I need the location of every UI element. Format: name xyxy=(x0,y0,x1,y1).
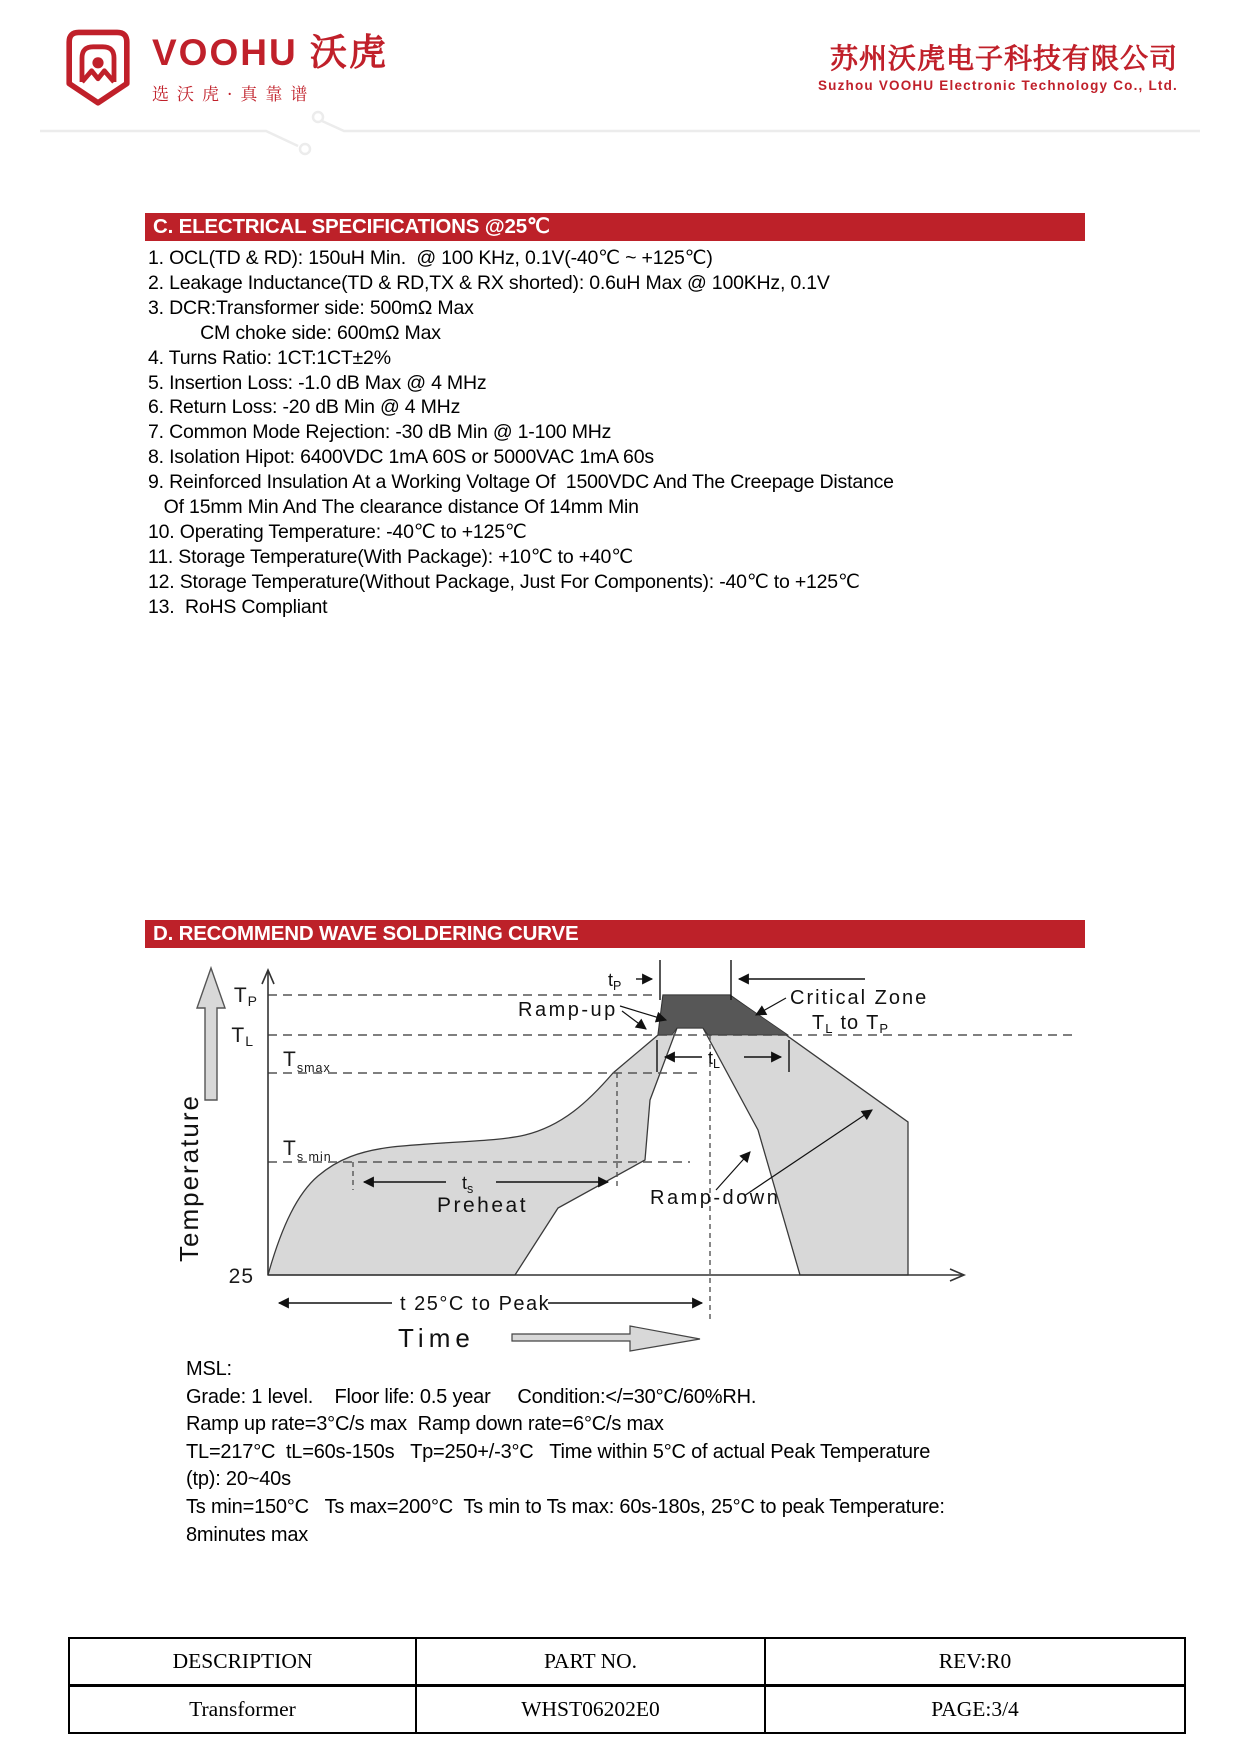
msl-notes xyxy=(186,1356,1146,1549)
profile-band xyxy=(268,995,908,1275)
msl-line: TL=217°C tL=60s-150s Tp=250+/-3°C Time within 5°C of actual Peak Temperature xyxy=(186,1440,931,1463)
company-logo xyxy=(58,26,388,110)
section-c-title: C. ELECTRICAL SPECIFICATIONS @25℃ xyxy=(145,213,1085,241)
spec-line: 6. Return Loss: -20 dB Min @ 4 MHz xyxy=(148,396,461,419)
tick-tl: TL xyxy=(231,1024,254,1049)
msl-line: (tp): 20~40s xyxy=(186,1468,291,1491)
wave-soldering-curve-figure xyxy=(140,952,1080,1354)
dim-tl-label: $t_L$ xyxy=(708,1048,720,1071)
logo-name: VOOHU 沃虎 xyxy=(152,32,388,73)
msl-line: Grade: 1 level. Floor life: 0.5 year Condition:</=30°C/60%RH. xyxy=(186,1385,757,1408)
spec-line: 5. Insertion Loss: -1.0 dB Max @ 4 MHz xyxy=(148,371,487,394)
spec-line: 1. OCL(TD & RD): 150uH Min. @ 100 KHz, 0.1V(-40℃ ~ +125℃) xyxy=(148,247,713,269)
tick-tp: TP xyxy=(233,984,258,1009)
critical-zone-arrow xyxy=(756,998,786,1015)
section-d-title: D. RECOMMEND WAVE SOLDERING CURVE xyxy=(145,920,1085,948)
spec-line: 4. Turns Ratio: 1CT:1CT±2% xyxy=(148,346,391,369)
tiger-logo-icon xyxy=(58,26,138,110)
footer-description-value: Transformer xyxy=(69,1686,416,1734)
electrical-spec-list xyxy=(148,246,1108,620)
logo-tagline: 选沃虎·真靠谱 xyxy=(152,85,316,105)
footer-header-row xyxy=(69,1638,1185,1686)
x-axis-label: Time xyxy=(398,1323,475,1353)
msl-line: 8minutes max xyxy=(186,1523,309,1546)
spec-line: 2. Leakage Inductance(TD & RD,TX & RX shorted): 0.6uH Max @ 100KHz, 0.1V xyxy=(148,271,830,294)
tick-tsmin: $T_{s min}$ xyxy=(283,1137,332,1164)
footer-value-row xyxy=(69,1686,1185,1734)
circuit-divider xyxy=(0,105,1240,165)
spec-line: 3. DCR:Transformer side: 500mΩ Max xyxy=(148,296,474,319)
footer-partno-value: WHST06202E0 xyxy=(416,1686,765,1734)
msl-line: Ts min=150°C Ts max=200°C Ts min to Ts max: 60s-180s, 25°C to peak Temperature: xyxy=(186,1495,945,1518)
spec-line: 7. Common Mode Rejection: -30 dB Min @ 1-100 MHz xyxy=(148,421,612,444)
temperature-arrow-icon xyxy=(197,968,225,1100)
y-axis-label: Temperature xyxy=(174,1094,204,1262)
spec-line: 8. Isolation Hipot: 6400VDC 1mA 60S or 5000VAC 1mA 60s xyxy=(148,446,654,469)
ramp-down-label: Ramp-down xyxy=(650,1187,781,1209)
company-name-en: Suzhou VOOHU Electronic Technology Co., Ltd. xyxy=(817,78,1178,93)
origin-25: 25 xyxy=(228,1265,254,1288)
footer-table xyxy=(68,1637,1186,1734)
footer-page: PAGE:3/4 xyxy=(765,1686,1185,1734)
critical-zone-area xyxy=(658,995,788,1035)
spec-line: 9. Reinforced Insulation At a Working Voltage Of 1500VDC And The Creepage Distance xyxy=(148,471,894,494)
spec-line: 12. Storage Temperature(Without Package, Just For Components): -40℃ to +125℃ xyxy=(148,570,860,593)
dim-tp-label: $t_P$ xyxy=(608,970,622,993)
tick-tsmax: $T_{smax}$ xyxy=(283,1048,331,1075)
msl-line: Ramp up rate=3°C/s max Ramp down rate=6°C/s max xyxy=(186,1413,664,1436)
footer-rev: REV:R0 xyxy=(765,1638,1185,1686)
preheat-label: Preheat xyxy=(437,1194,529,1217)
msl-line: MSL: xyxy=(186,1358,232,1380)
footer-partno-header: PART NO. xyxy=(416,1638,765,1686)
spec-line: 13. RoHS Compliant xyxy=(148,595,328,618)
spec-line: Of 15mm Min And The clearance distance Of 14mm Min xyxy=(148,496,639,519)
company-block xyxy=(818,44,1178,93)
spec-line: CM choke side: 600mΩ Max xyxy=(148,321,441,344)
spec-line: 11. Storage Temperature(With Package): +10℃ to +40℃ xyxy=(148,545,633,568)
ramp-up-label: Ramp-up xyxy=(518,999,618,1021)
dim-ts-label: $t_s$ xyxy=(462,1173,474,1196)
footer-description-header: DESCRIPTION xyxy=(69,1638,416,1686)
company-name-cn: 苏州沃虎电子科技有限公司 xyxy=(829,43,1178,74)
time-arrow-icon xyxy=(512,1326,700,1351)
t25-peak-label: t 25°C to Peak xyxy=(400,1293,551,1315)
spec-line: 10. Operating Temperature: -40℃ to +125℃ xyxy=(148,520,527,543)
critical-zone-label: Critical Zone xyxy=(790,987,929,1009)
critical-zone-range-label: $T_L$ to $T_P$ xyxy=(812,1012,890,1036)
